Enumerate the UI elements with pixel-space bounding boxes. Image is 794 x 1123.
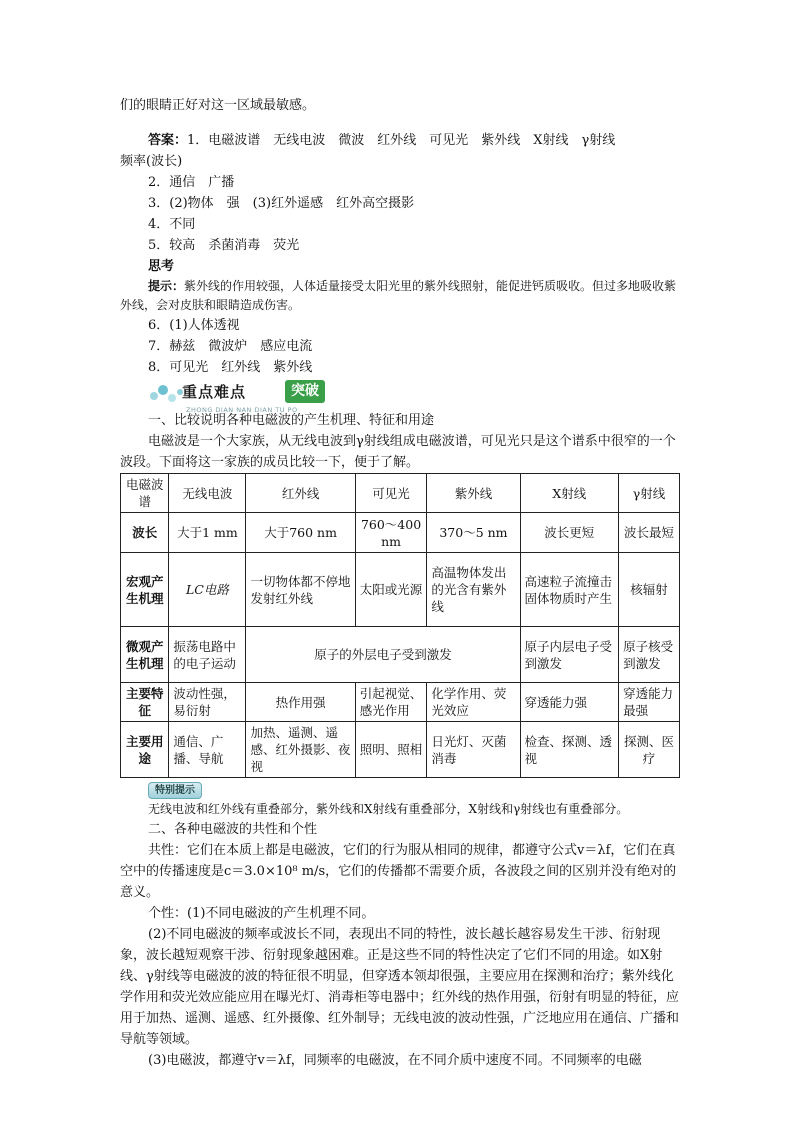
document-page xyxy=(120,95,680,1071)
table-cell: 通信、广播、导航 xyxy=(169,722,246,778)
section2-heading: 二、各种电磁波的共性和个性 xyxy=(148,822,318,837)
table-cell: 高速粒子流撞击固体物质时产生 xyxy=(520,553,619,627)
answer-line-1b: 频率(波长) xyxy=(120,154,183,169)
table-row xyxy=(121,627,680,683)
answer-text-1: 1．电磁波谱 无线电波 微波 红外线 可见光 紫外线 X射线 γ射线 xyxy=(187,133,616,148)
table-cell: 波长最短 xyxy=(619,513,680,553)
table-header: γ射线 xyxy=(619,474,680,513)
answer-item-6: 6．(1)人体透视 xyxy=(148,318,240,333)
answer-item-3: 3．(2)物体 强 (3)红外遥感 红外高空摄影 xyxy=(148,196,415,211)
row-label: 宏观产生机理 xyxy=(121,553,169,627)
section2-common: 共性：它们在本质上都是电磁波，它们的行为服从相同的规律，都遵守公式v＝λf，它们在真空中的传播速度是c＝3.0×10⁸ m/s，它们的传播都不需要介质，各波段之间的区别并没有绝对的意义。 xyxy=(120,843,677,900)
row-label: 波长 xyxy=(121,513,169,553)
table-header: X射线 xyxy=(520,474,619,513)
table-cell: 穿透能力强 xyxy=(520,683,619,722)
table-cell: 大于760 nm xyxy=(246,513,355,553)
think-title: 思考 xyxy=(148,259,175,274)
section2-paragraph-2: (2)不同电磁波的频率或波长不同，表现出不同的特性，波长越长越容易发生干涉、衍射现象，波长越短观察干涉、衍射现象越困难。正是这些不同的特性决定了它们不同的用途。如X射线、γ射线等电磁波的波的特征很不明显，但穿透本领却很强，主要应用在探测和治疗；紫外线化学作用和荧光效应能应用在曝光灯、消毒柜等电器中；红外线的热作用强，衍射有明显的特征，应用于加热、遥测、遥感、红外摄像、红外制导；无线电波的波动性强，广泛地应用在通信、广播和导航等领域。 xyxy=(120,927,680,1047)
table-cell: 热作用强 xyxy=(246,683,355,722)
table-cell-merged: 原子的外层电子受到激发 xyxy=(246,627,520,683)
section1-intro: 电磁波是一个大家族，从无线电波到γ射线组成电磁波谱，可见光只是这个谱系中很窄的一个波段。下面将这一家族的成员比较一下，便于了解。 xyxy=(120,434,676,470)
table-cell: 核辐射 xyxy=(619,553,680,627)
answer-item-2: 2．通信 广播 xyxy=(148,175,235,190)
table-cell: 检查、探测、透视 xyxy=(520,722,619,778)
special-note-text: 无线电波和红外线有重叠部分，紫外线和X射线有重叠部分，X射线和γ射线也有重叠部分。 xyxy=(148,802,629,816)
table-row xyxy=(121,683,680,722)
table-cell: 照明、照相 xyxy=(355,722,427,778)
section1-heading: 一、比较说明各种电磁波的产生机理、特征和用途 xyxy=(148,413,435,428)
special-note-tag: 特别提示 xyxy=(148,782,202,799)
row-label: 主要特征 xyxy=(121,683,169,722)
table-cell: LC电路 xyxy=(169,553,246,627)
hint-text: 紫外线的作用较强，人体适量接受太阳光里的紫外线照射，能促进钙质吸收。但过多地吸收紫外线，会对皮肤和眼睛造成伤害。 xyxy=(120,279,677,312)
answer-line-1 xyxy=(120,130,680,151)
table-cell: 引起视觉、感光作用 xyxy=(355,683,427,722)
table-cell: 振荡电路中的电子运动 xyxy=(169,627,246,683)
table-header: 红外线 xyxy=(246,474,355,513)
answer-item-5: 5．较高 杀菌消毒 荧光 xyxy=(148,238,300,253)
table-cell: 760～400 nm xyxy=(355,513,427,553)
answer-item-8: 8．可见光 红外线 紫外线 xyxy=(148,360,313,375)
table-header: 紫外线 xyxy=(427,474,520,513)
banner-badge: 突破 xyxy=(285,380,325,403)
table-cell: 探测、医疗 xyxy=(619,722,680,778)
section-banner xyxy=(120,380,680,414)
banner-pinyin: ZHONG DIAN NAN DIAN TU PO xyxy=(186,406,298,414)
table-cell: 波动性强，易衍射 xyxy=(169,683,246,722)
table-cell: 高温物体发出的光含有紫外线 xyxy=(427,553,520,627)
table-header: 可见光 xyxy=(355,474,427,513)
table-cell: 370～5 nm xyxy=(427,513,520,553)
table-cell: 穿透能力最强 xyxy=(619,683,680,722)
answer-item-4: 4．不同 xyxy=(148,217,196,232)
table-cell: 化学作用、荧光效应 xyxy=(427,683,520,722)
answer-item-7: 7．赫兹 微波炉 感应电流 xyxy=(148,339,313,354)
table-cell: 大于1 mm xyxy=(169,513,246,553)
row-label: 微观产生机理 xyxy=(121,627,169,683)
table-header: 电磁波谱 xyxy=(121,474,169,513)
section2-paragraph-3: (3)电磁波，都遵守v＝λf，同频率的电磁波，在不同介质中速度不同。不同频率的电磁 xyxy=(148,1053,642,1068)
em-spectrum-table xyxy=(120,473,680,778)
table-cell: 加热、遥测、遥感、红外摄影、夜视 xyxy=(246,722,355,778)
banner-title: 重点难点 xyxy=(182,383,247,401)
section2-individual: 个性：(1)不同电磁波的产生机理不同。 xyxy=(148,906,375,921)
row-label: 主要用途 xyxy=(121,722,169,778)
table-row xyxy=(121,513,680,553)
table-row xyxy=(121,722,680,778)
table-cell: 原子内层电子受到激发 xyxy=(520,627,619,683)
table-cell: 原子核受到激发 xyxy=(619,627,680,683)
table-cell: 日光灯、灭菌消毒 xyxy=(427,722,520,778)
hint-label: 提示： xyxy=(148,279,185,293)
table-header: 无线电波 xyxy=(169,474,246,513)
continued-line: 们的眼睛正好对这一区域最敏感。 xyxy=(120,98,316,113)
table-row xyxy=(121,553,680,627)
table-cell: 波长更短 xyxy=(520,513,619,553)
table-cell: 一切物体都不停地发射红外线 xyxy=(246,553,355,627)
table-header-row xyxy=(121,474,680,513)
hint-paragraph xyxy=(120,277,680,315)
answer-label: 答案： xyxy=(148,133,188,148)
table-cell: 太阳或光源 xyxy=(355,553,427,627)
